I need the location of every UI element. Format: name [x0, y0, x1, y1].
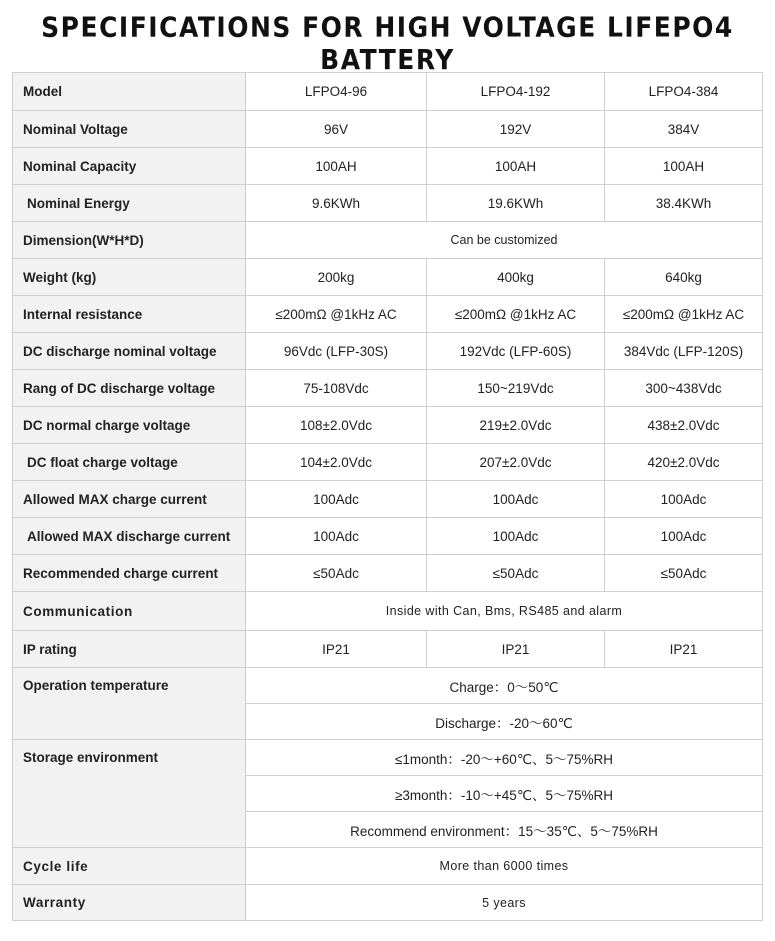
- table-row-model: [13, 73, 763, 111]
- cell-value: ≤200mΩ @1kHz AC: [605, 296, 763, 333]
- table-row-operation-temperature: [13, 668, 763, 704]
- table-row-dc-discharge-nominal: [13, 333, 763, 370]
- row-label: Communication: [13, 592, 246, 631]
- cell-value: 400kg: [427, 259, 605, 296]
- cell-value: 438±2.0Vdc: [605, 407, 763, 444]
- cell-value: IP21: [605, 631, 763, 668]
- cell-value: 100Adc: [427, 481, 605, 518]
- cell-value: 384V: [605, 111, 763, 148]
- cell-value: 300~438Vdc: [605, 370, 763, 407]
- row-label: Allowed MAX discharge current: [13, 518, 246, 555]
- cell-value: Charge：0～50℃: [246, 668, 763, 704]
- table-row-internal-resistance: [13, 296, 763, 333]
- cell-value: Inside with Can, Bms, RS485 and alarm: [246, 592, 763, 631]
- table-row-weight: [13, 259, 763, 296]
- cell-value: 100AH: [246, 148, 427, 185]
- row-label: Storage environment: [13, 740, 246, 848]
- table-row-recommended-charge-current: [13, 555, 763, 592]
- cell-value: ≤1month：-20～+60℃、5～75%RH: [246, 740, 763, 776]
- cell-value: ≤200mΩ @1kHz AC: [246, 296, 427, 333]
- cell-value: IP21: [246, 631, 427, 668]
- table-row-max-discharge-current: [13, 518, 763, 555]
- cell-value: 108±2.0Vdc: [246, 407, 427, 444]
- row-label: DC float charge voltage: [13, 444, 246, 481]
- cell-value: Discharge：-20～60℃: [246, 704, 763, 740]
- cell-value: 96V: [246, 111, 427, 148]
- cell-value: 9.6KWh: [246, 185, 427, 222]
- cell-value: 150~219Vdc: [427, 370, 605, 407]
- row-label: Warranty: [13, 885, 246, 921]
- cell-value: 200kg: [246, 259, 427, 296]
- row-label: Dimension(W*H*D): [13, 222, 246, 259]
- cell-value: 100AH: [427, 148, 605, 185]
- cell-value: 38.4KWh: [605, 185, 763, 222]
- cell-value: ≤50Adc: [605, 555, 763, 592]
- cell-value: 19.6KWh: [427, 185, 605, 222]
- cell-value: ≥3month：-10～+45℃、5～75%RH: [246, 776, 763, 812]
- cell-value: 100Adc: [427, 518, 605, 555]
- row-label: Model: [13, 73, 246, 111]
- table-row-cycle-life: [13, 848, 763, 885]
- cell-value: Can be customized: [246, 222, 763, 259]
- row-label: Weight (kg): [13, 259, 246, 296]
- row-label: DC normal charge voltage: [13, 407, 246, 444]
- table-row-nominal-energy: [13, 185, 763, 222]
- table-row-dc-float-charge: [13, 444, 763, 481]
- cell-value: 5 years: [246, 885, 763, 921]
- row-label: Nominal Capacity: [13, 148, 246, 185]
- table-row-nominal-capacity: [13, 148, 763, 185]
- table-row-dc-normal-charge: [13, 407, 763, 444]
- table-row-communication: [13, 592, 763, 631]
- row-label: Cycle life: [13, 848, 246, 885]
- cell-value: 100Adc: [605, 518, 763, 555]
- cell-value: More than 6000 times: [246, 848, 763, 885]
- cell-value: Recommend environment：15～35℃、5～75%RH: [246, 812, 763, 848]
- cell-value: ≤50Adc: [246, 555, 427, 592]
- table-row-dc-discharge-range: [13, 370, 763, 407]
- cell-value: 192Vdc (LFP-60S): [427, 333, 605, 370]
- cell-value: LFPO4-384: [605, 73, 763, 111]
- cell-value: 100Adc: [605, 481, 763, 518]
- cell-value: 207±2.0Vdc: [427, 444, 605, 481]
- cell-value: 100AH: [605, 148, 763, 185]
- table-row-storage-environment: [13, 740, 763, 776]
- row-label: IP rating: [13, 631, 246, 668]
- cell-value: 75-108Vdc: [246, 370, 427, 407]
- cell-value: 96Vdc (LFP-30S): [246, 333, 427, 370]
- cell-value: 384Vdc (LFP-120S): [605, 333, 763, 370]
- cell-value: ≤200mΩ @1kHz AC: [427, 296, 605, 333]
- row-label: Allowed MAX charge current: [13, 481, 246, 518]
- row-label: Operation temperature: [13, 668, 246, 740]
- page-title: SPECIFICATIONS FOR HIGH VOLTAGE LIFEPO4 BATTERY: [41, 10, 734, 76]
- cell-value: ≤50Adc: [427, 555, 605, 592]
- row-label: Rang of DC discharge voltage: [13, 370, 246, 407]
- row-label: Recommended charge current: [13, 555, 246, 592]
- cell-value: 192V: [427, 111, 605, 148]
- table-row-nominal-voltage: [13, 111, 763, 148]
- row-label: DC discharge nominal voltage: [13, 333, 246, 370]
- table-row-max-charge-current: [13, 481, 763, 518]
- cell-value: IP21: [427, 631, 605, 668]
- table-row-dimension: [13, 222, 763, 259]
- cell-value: 104±2.0Vdc: [246, 444, 427, 481]
- row-label: Nominal Voltage: [13, 111, 246, 148]
- cell-value: LFPO4-192: [427, 73, 605, 111]
- cell-value: LFPO4-96: [246, 73, 427, 111]
- cell-value: 100Adc: [246, 518, 427, 555]
- table-row-warranty: [13, 885, 763, 921]
- cell-value: 640kg: [605, 259, 763, 296]
- cell-value: 219±2.0Vdc: [427, 407, 605, 444]
- cell-value: 100Adc: [246, 481, 427, 518]
- row-label: Nominal Energy: [13, 185, 246, 222]
- spec-table: [12, 72, 763, 921]
- table-row-ip-rating: [13, 631, 763, 668]
- row-label: Internal resistance: [13, 296, 246, 333]
- cell-value: 420±2.0Vdc: [605, 444, 763, 481]
